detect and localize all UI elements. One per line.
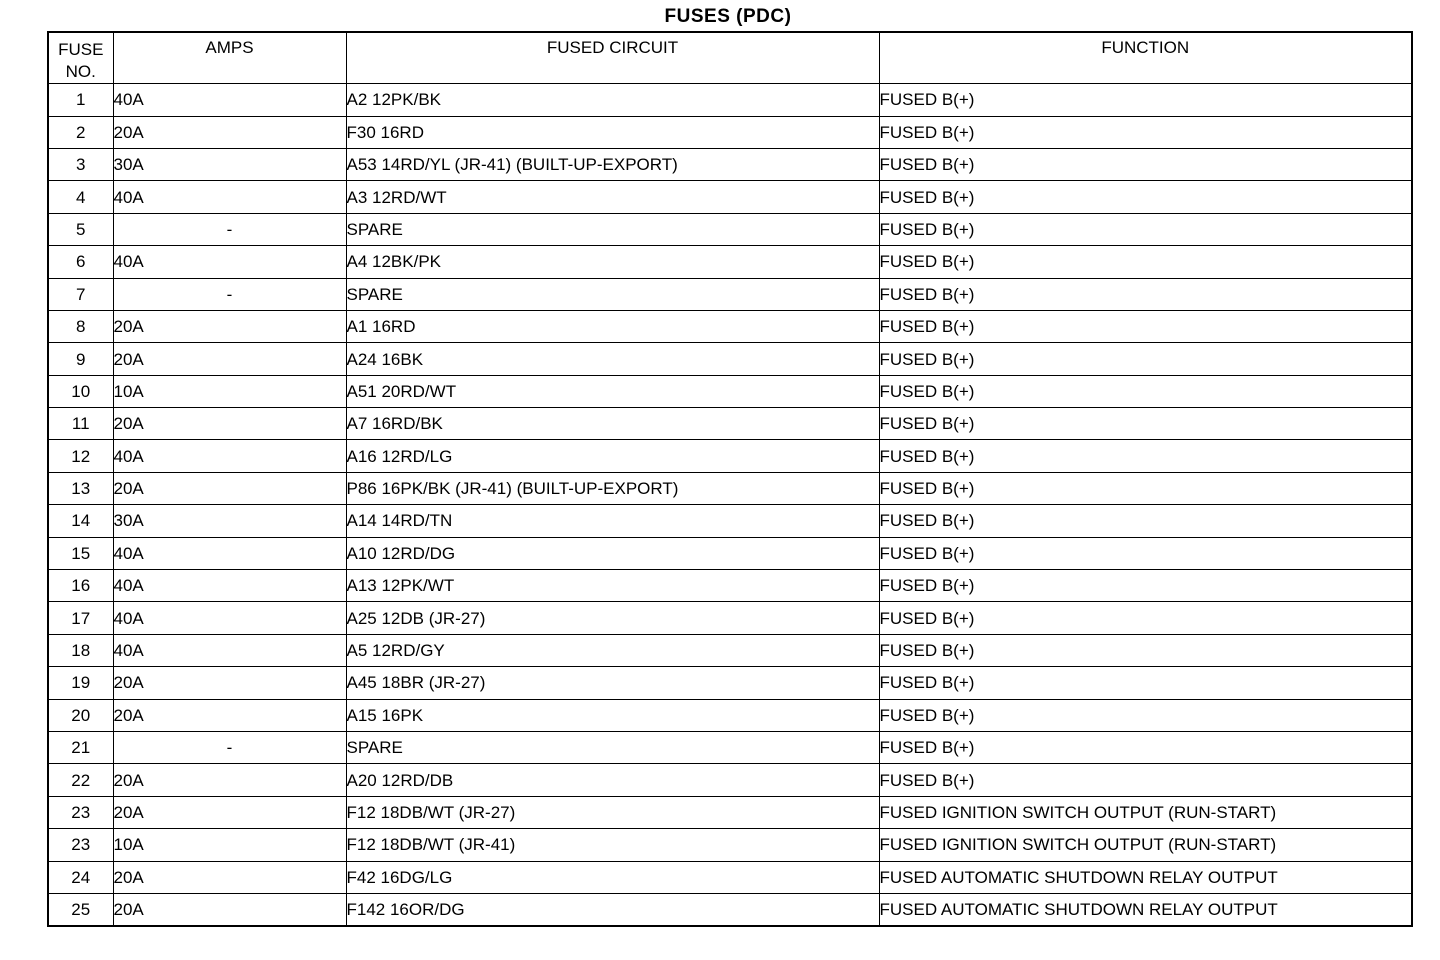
cell-function: FUSED AUTOMATIC SHUTDOWN RELAY OUTPUT bbox=[879, 861, 1412, 893]
cell-fuse-no: 8 bbox=[48, 310, 113, 342]
cell-fuse-no: 12 bbox=[48, 440, 113, 472]
cell-amps: - bbox=[113, 213, 346, 245]
cell-amps: 20A bbox=[113, 764, 346, 796]
cell-amps: 20A bbox=[113, 343, 346, 375]
table-row bbox=[48, 796, 1412, 828]
cell-function: FUSED B(+) bbox=[879, 699, 1412, 731]
cell-fuse-no: 5 bbox=[48, 213, 113, 245]
cell-fused-circuit: A7 16RD/BK bbox=[346, 408, 879, 440]
header-fused-circuit: FUSED CIRCUIT bbox=[346, 32, 879, 84]
table-row bbox=[48, 861, 1412, 893]
cell-function: FUSED B(+) bbox=[879, 472, 1412, 504]
cell-amps: 20A bbox=[113, 408, 346, 440]
cell-function: FUSED IGNITION SWITCH OUTPUT (RUN-START) bbox=[879, 796, 1412, 828]
cell-fused-circuit: A3 12RD/WT bbox=[346, 181, 879, 213]
cell-fused-circuit: P86 16PK/BK (JR-41) (BUILT-UP-EXPORT) bbox=[346, 472, 879, 504]
cell-fused-circuit: A24 16BK bbox=[346, 343, 879, 375]
table-row bbox=[48, 181, 1412, 213]
table-row bbox=[48, 213, 1412, 245]
cell-fused-circuit: A10 12RD/DG bbox=[346, 537, 879, 569]
table-row bbox=[48, 634, 1412, 666]
cell-fused-circuit: A5 12RD/GY bbox=[346, 634, 879, 666]
cell-fuse-no: 19 bbox=[48, 667, 113, 699]
cell-function: FUSED B(+) bbox=[879, 634, 1412, 666]
table-row bbox=[48, 829, 1412, 861]
cell-function: FUSED B(+) bbox=[879, 116, 1412, 148]
cell-fuse-no: 15 bbox=[48, 537, 113, 569]
cell-fused-circuit: A2 12PK/BK bbox=[346, 84, 879, 116]
cell-fused-circuit: A15 16PK bbox=[346, 699, 879, 731]
cell-fuse-no: 6 bbox=[48, 246, 113, 278]
cell-function: FUSED B(+) bbox=[879, 505, 1412, 537]
cell-amps: 40A bbox=[113, 246, 346, 278]
table-row bbox=[48, 375, 1412, 407]
cell-fused-circuit: A53 14RD/YL (JR-41) (BUILT-UP-EXPORT) bbox=[346, 148, 879, 180]
cell-fused-circuit: A45 18BR (JR-27) bbox=[346, 667, 879, 699]
cell-amps: 20A bbox=[113, 699, 346, 731]
cell-function: FUSED B(+) bbox=[879, 310, 1412, 342]
table-row bbox=[48, 408, 1412, 440]
cell-amps: 40A bbox=[113, 181, 346, 213]
cell-fused-circuit: A20 12RD/DB bbox=[346, 764, 879, 796]
table-row bbox=[48, 570, 1412, 602]
cell-amps: 40A bbox=[113, 602, 346, 634]
cell-function: FUSED IGNITION SWITCH OUTPUT (RUN-START) bbox=[879, 829, 1412, 861]
cell-fuse-no: 3 bbox=[48, 148, 113, 180]
cell-fuse-no: 1 bbox=[48, 84, 113, 116]
cell-function: FUSED B(+) bbox=[879, 375, 1412, 407]
header-fuse-line1: FUSE bbox=[58, 40, 104, 59]
cell-fuse-no: 25 bbox=[48, 893, 113, 926]
cell-fuse-no: 23 bbox=[48, 796, 113, 828]
cell-amps: 40A bbox=[113, 537, 346, 569]
table-row bbox=[48, 343, 1412, 375]
cell-function: FUSED B(+) bbox=[879, 667, 1412, 699]
cell-function: FUSED B(+) bbox=[879, 764, 1412, 796]
cell-fused-circuit: A1 16RD bbox=[346, 310, 879, 342]
cell-fused-circuit: SPARE bbox=[346, 732, 879, 764]
cell-fuse-no: 2 bbox=[48, 116, 113, 148]
header-function: FUNCTION bbox=[879, 32, 1412, 84]
cell-fused-circuit: SPARE bbox=[346, 278, 879, 310]
cell-function: FUSED B(+) bbox=[879, 602, 1412, 634]
table-row bbox=[48, 893, 1412, 926]
cell-fuse-no: 21 bbox=[48, 732, 113, 764]
cell-amps: - bbox=[113, 732, 346, 764]
cell-function: FUSED B(+) bbox=[879, 246, 1412, 278]
cell-fuse-no: 14 bbox=[48, 505, 113, 537]
cell-fused-circuit: F142 16OR/DG bbox=[346, 893, 879, 926]
cell-amps: 40A bbox=[113, 634, 346, 666]
table-row bbox=[48, 278, 1412, 310]
cell-fuse-no: 17 bbox=[48, 602, 113, 634]
cell-function: FUSED B(+) bbox=[879, 408, 1412, 440]
table-row bbox=[48, 537, 1412, 569]
cell-fused-circuit: A13 12PK/WT bbox=[346, 570, 879, 602]
cell-function: FUSED B(+) bbox=[879, 278, 1412, 310]
table-row bbox=[48, 667, 1412, 699]
cell-function: FUSED B(+) bbox=[879, 343, 1412, 375]
cell-amps: 10A bbox=[113, 375, 346, 407]
cell-fuse-no: 18 bbox=[48, 634, 113, 666]
cell-function: FUSED B(+) bbox=[879, 84, 1412, 116]
cell-amps: - bbox=[113, 278, 346, 310]
cell-function: FUSED B(+) bbox=[879, 732, 1412, 764]
cell-amps: 40A bbox=[113, 570, 346, 602]
table-row bbox=[48, 310, 1412, 342]
table-row bbox=[48, 84, 1412, 116]
fuse-table bbox=[47, 31, 1413, 927]
cell-fuse-no: 23 bbox=[48, 829, 113, 861]
cell-fuse-no: 9 bbox=[48, 343, 113, 375]
cell-fused-circuit: SPARE bbox=[346, 213, 879, 245]
cell-amps: 20A bbox=[113, 796, 346, 828]
cell-amps: 30A bbox=[113, 505, 346, 537]
cell-fuse-no: 4 bbox=[48, 181, 113, 213]
table-row bbox=[48, 472, 1412, 504]
cell-fuse-no: 7 bbox=[48, 278, 113, 310]
cell-amps: 40A bbox=[113, 84, 346, 116]
cell-fused-circuit: F30 16RD bbox=[346, 116, 879, 148]
cell-fused-circuit: A16 12RD/LG bbox=[346, 440, 879, 472]
cell-fused-circuit: F42 16DG/LG bbox=[346, 861, 879, 893]
table-header-row bbox=[48, 32, 1412, 84]
cell-amps: 20A bbox=[113, 472, 346, 504]
table-row bbox=[48, 116, 1412, 148]
page-title: FUSES (PDC) bbox=[664, 6, 792, 27]
table-row bbox=[48, 246, 1412, 278]
cell-function: FUSED B(+) bbox=[879, 148, 1412, 180]
cell-fused-circuit: A51 20RD/WT bbox=[346, 375, 879, 407]
header-fuse-line2: NO. bbox=[65, 62, 96, 82]
cell-fuse-no: 10 bbox=[48, 375, 113, 407]
cell-amps: 10A bbox=[113, 829, 346, 861]
table-row bbox=[48, 505, 1412, 537]
cell-amps: 20A bbox=[113, 310, 346, 342]
cell-amps: 20A bbox=[113, 116, 346, 148]
table-row bbox=[48, 699, 1412, 731]
cell-amps: 30A bbox=[113, 148, 346, 180]
table-row bbox=[48, 440, 1412, 472]
cell-function: FUSED B(+) bbox=[879, 213, 1412, 245]
cell-fused-circuit: F12 18DB/WT (JR-27) bbox=[346, 796, 879, 828]
cell-amps: 20A bbox=[113, 667, 346, 699]
cell-fused-circuit: A14 14RD/TN bbox=[346, 505, 879, 537]
cell-function: FUSED B(+) bbox=[879, 181, 1412, 213]
cell-fused-circuit: A25 12DB (JR-27) bbox=[346, 602, 879, 634]
cell-function: FUSED B(+) bbox=[879, 440, 1412, 472]
cell-fused-circuit: F12 18DB/WT (JR-41) bbox=[346, 829, 879, 861]
cell-amps: 20A bbox=[113, 893, 346, 926]
cell-function: FUSED B(+) bbox=[879, 537, 1412, 569]
table-row bbox=[48, 602, 1412, 634]
cell-fuse-no: 22 bbox=[48, 764, 113, 796]
cell-amps: 20A bbox=[113, 861, 346, 893]
cell-function: FUSED B(+) bbox=[879, 570, 1412, 602]
cell-fuse-no: 24 bbox=[48, 861, 113, 893]
table-row bbox=[48, 148, 1412, 180]
cell-fuse-no: 16 bbox=[48, 570, 113, 602]
cell-fuse-no: 11 bbox=[48, 408, 113, 440]
header-amps: AMPS bbox=[113, 32, 346, 84]
cell-amps: 40A bbox=[113, 440, 346, 472]
table-row bbox=[48, 732, 1412, 764]
table-body bbox=[48, 84, 1412, 927]
header-fuse-no bbox=[48, 32, 113, 84]
cell-function: FUSED AUTOMATIC SHUTDOWN RELAY OUTPUT bbox=[879, 893, 1412, 926]
cell-fuse-no: 20 bbox=[48, 699, 113, 731]
table-row bbox=[48, 764, 1412, 796]
cell-fused-circuit: A4 12BK/PK bbox=[346, 246, 879, 278]
cell-fuse-no: 13 bbox=[48, 472, 113, 504]
